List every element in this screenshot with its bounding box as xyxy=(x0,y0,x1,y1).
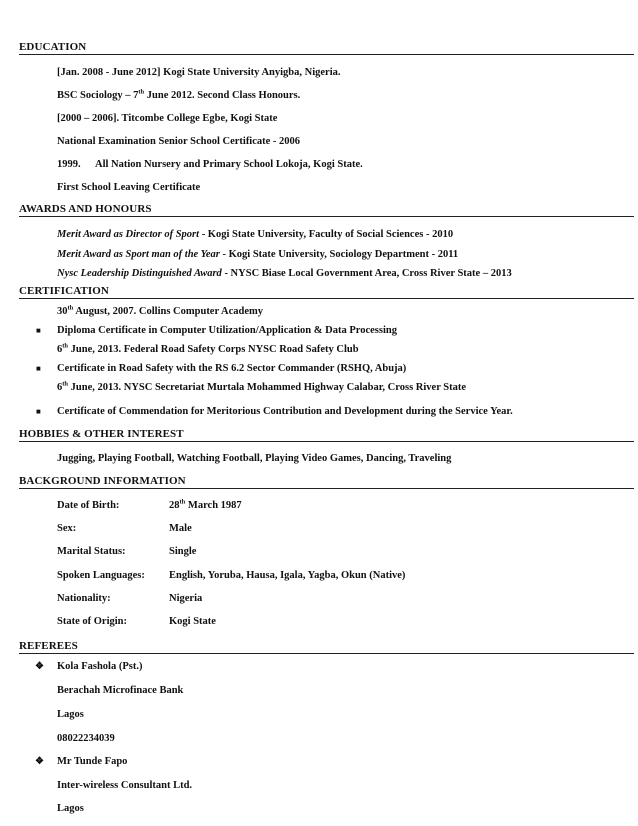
sex-value: Male xyxy=(169,523,192,534)
certification-date-1: 30th August, 2007. Collins Computer Academy xyxy=(57,304,263,317)
education-line-5: 1999. All Nation Nursery and Primary School Lokoja, Kogi State. xyxy=(57,159,363,170)
nationality-label: Nationality: xyxy=(57,593,111,604)
section-header-education: EDUCATION xyxy=(19,41,634,55)
award-item: Merit Award as Sport man of the Year - Kogi State University, Sociology Department - 2011 xyxy=(57,249,459,260)
education-line-4: National Examination Senior School Certificate - 2006 xyxy=(57,136,301,147)
square-bullet-icon: ■ xyxy=(36,326,41,335)
languages-label: Spoken Languages: xyxy=(57,570,145,581)
diamond-bullet-icon: ❖ xyxy=(35,661,44,672)
hobbies-text: Jugging, Playing Football, Watching Football, Playing Video Games, Dancing, Traveling xyxy=(57,453,452,464)
state-of-origin-value: Kogi State xyxy=(169,616,216,627)
section-header-hobbies: HOBBIES & OTHER INTEREST xyxy=(19,428,634,442)
referee-organization: Berachah Microfinace Bank xyxy=(57,685,184,696)
referee-name: Mr Tunde Fapo xyxy=(57,756,128,767)
referee-city: Lagos xyxy=(57,803,84,814)
section-header-awards: AWARDS AND HONOURS xyxy=(19,203,634,217)
square-bullet-icon: ■ xyxy=(36,364,41,373)
languages-value: English, Yoruba, Hausa, Igala, Yagba, Okun (Native) xyxy=(169,570,406,581)
section-header-certification: CERTIFICATION xyxy=(19,285,634,299)
section-header-background: BACKGROUND INFORMATION xyxy=(19,475,634,489)
sex-label: Sex: xyxy=(57,523,77,534)
certification-date-2: 6th June, 2013. Federal Road Safety Corps NYSC Road Safety Club xyxy=(57,342,359,355)
education-line-6: First School Leaving Certificate xyxy=(57,182,201,193)
certification-item-1: Diploma Certificate in Computer Utilization/Application & Data Processing xyxy=(57,325,397,336)
section-header-referees: REFEREES xyxy=(19,640,634,654)
marital-status-value: Single xyxy=(169,546,197,557)
square-bullet-icon: ■ xyxy=(36,407,41,416)
diamond-bullet-icon: ❖ xyxy=(35,756,44,767)
dob-value: 28th March 1987 xyxy=(169,498,242,511)
referee-city: Lagos xyxy=(57,709,84,720)
award-item: Nysc Leadership Distinguished Award - NYSC Biase Local Government Area, Cross River State – 2013 xyxy=(57,268,512,279)
education-line-1: [Jan. 2008 - June 2012] Kogi State University Anyigba, Nigeria. xyxy=(57,67,341,78)
certification-date-3: 6th June, 2013. NYSC Secretariat Murtala Mohammed Highway Calabar, Cross River State xyxy=(57,380,467,393)
certification-item-3: Certificate of Commendation for Meritorious Contribution and Development during the Service Year. xyxy=(57,406,513,417)
dob-label: Date of Birth: xyxy=(57,500,120,511)
marital-status-label: Marital Status: xyxy=(57,546,126,557)
award-item: Merit Award as Director of Sport - Kogi State University, Faculty of Social Sciences - 2010 xyxy=(57,229,454,240)
nationality-value: Nigeria xyxy=(169,593,203,604)
referee-name: Kola Fashola (Pst.) xyxy=(57,661,143,672)
education-line-2: BSC Sociology – 7th June 2012. Second Class Honours. xyxy=(57,88,301,101)
state-of-origin-label: State of Origin: xyxy=(57,616,127,627)
referee-phone: 08022234039 xyxy=(57,733,115,744)
referee-organization: Inter-wireless Consultant Ltd. xyxy=(57,780,193,791)
certification-item-2: Certificate in Road Safety with the RS 6.2 Sector Commander (RSHQ, Abuja) xyxy=(57,363,407,374)
education-line-3: [2000 – 2006]. Titcombe College Egbe, Kogi State xyxy=(57,113,278,124)
